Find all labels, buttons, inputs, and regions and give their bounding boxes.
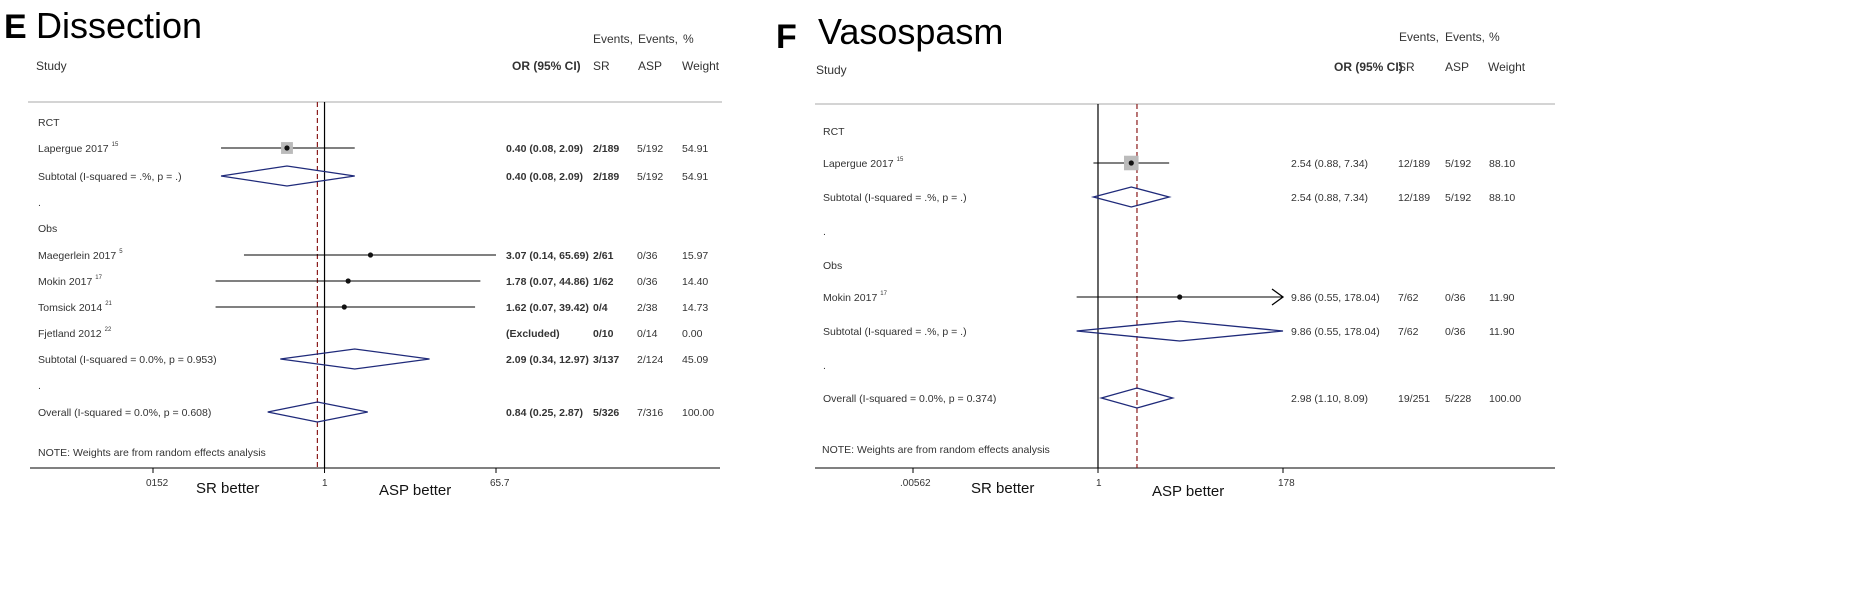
row-or-ci: 3.07 (0.14, 65.69)	[506, 250, 589, 262]
point-estimate	[1177, 294, 1182, 299]
row-events-asp: 0/36	[637, 276, 658, 288]
header-weight: Weight	[1488, 60, 1526, 74]
header-study: Study	[36, 59, 67, 73]
row-label: Tomsick 2014	[38, 302, 103, 314]
row-label: Lapergue 2017	[38, 143, 109, 155]
row-events-sr: 2/189	[593, 143, 620, 155]
row-ref: 15	[896, 157, 904, 163]
axis-label-sr-better: SR better	[971, 480, 1035, 497]
row-label: RCT	[38, 117, 60, 129]
header-events-sr: SR	[1398, 60, 1415, 74]
row-events-sr: 2/189	[593, 171, 620, 183]
header-events-sr: SR	[593, 59, 610, 73]
row-label: Maegerlein 2017	[38, 250, 117, 262]
axis-tick-min: 0152	[146, 478, 169, 489]
row-weight: 15.97	[682, 250, 709, 262]
panel-letter: E	[4, 8, 27, 46]
row-weight: 100.00	[1489, 393, 1522, 405]
header-weight-top: %	[683, 32, 694, 46]
axis-tick-null: 1	[1096, 478, 1102, 489]
row-label: Mokin 2017	[38, 276, 93, 288]
row-or-ci: 2.54 (0.88, 7.34)	[1291, 192, 1369, 204]
row-events-sr: 3/137	[593, 354, 620, 366]
row-weight: 100.00	[682, 407, 715, 419]
row-ref: 17	[95, 275, 102, 281]
subtotal-diamond	[1077, 321, 1283, 341]
row-or-ci: 1.78 (0.07, 44.86)	[506, 276, 589, 288]
axis-tick-null: 1	[322, 478, 328, 489]
row-ref: 5	[119, 249, 123, 255]
row-weight: 45.09	[682, 354, 709, 366]
row-events-asp: 0/36	[637, 250, 658, 262]
row-label: Obs	[823, 260, 843, 272]
row-events-asp: 5/228	[1445, 393, 1472, 405]
row-ref: 15	[111, 142, 119, 148]
row-weight: 14.73	[682, 302, 709, 314]
axis-tick-max: 178	[1278, 478, 1295, 489]
row-weight: 11.90	[1489, 292, 1515, 304]
row-events-asp: 2/38	[637, 302, 658, 314]
row-label: Fjetland 2012	[38, 328, 102, 340]
row-events-asp: 0/36	[1445, 292, 1466, 304]
row-weight: 14.40	[682, 276, 709, 288]
header-events-asp: ASP	[1445, 60, 1470, 74]
row-events-asp: 0/14	[637, 328, 658, 340]
row-weight: 88.10	[1489, 192, 1516, 204]
header-events-sr-top: Events,	[1399, 30, 1440, 44]
axis-label-asp-better: ASP better	[379, 482, 452, 499]
header-study: Study	[816, 63, 847, 77]
panel-title: Dissection	[36, 5, 203, 46]
row-label: Overall (I-squared = 0.0%, p = 0.608)	[38, 407, 212, 419]
header-or-ci: OR (95% CI)	[512, 59, 581, 73]
header-events-asp: ASP	[638, 59, 663, 73]
row-events-sr: 1/62	[593, 276, 614, 288]
axis-label-sr-better: SR better	[196, 480, 260, 497]
axis-tick-max: 65.7	[490, 478, 510, 489]
axis-label-asp-better: ASP better	[1152, 483, 1225, 500]
row-label: Mokin 2017	[823, 292, 878, 304]
row-or-ci: 9.86 (0.55, 178.04)	[1291, 326, 1380, 338]
row-label: .	[823, 360, 826, 372]
point-estimate	[1129, 160, 1134, 165]
row-events-sr: 7/62	[1398, 292, 1419, 304]
footnote: NOTE: Weights are from random effects analysis	[822, 444, 1050, 456]
row-events-sr: 19/251	[1398, 393, 1431, 405]
header-events-asp-top: Events,	[1445, 30, 1486, 44]
row-weight: 54.91	[682, 143, 709, 155]
row-label: .	[823, 226, 826, 238]
row-or-ci: 2.98 (1.10, 8.09)	[1291, 393, 1369, 405]
header-events-asp-top: Events,	[638, 32, 679, 46]
row-or-ci: 2.54 (0.88, 7.34)	[1291, 158, 1369, 170]
row-events-asp: 0/36	[1445, 326, 1466, 338]
header-events-sr-top: Events,	[593, 32, 634, 46]
row-or-ci: 0.40 (0.08, 2.09)	[506, 143, 584, 155]
row-events-sr: 12/189	[1398, 158, 1431, 170]
row-ref: 21	[105, 301, 112, 307]
row-events-sr: 7/62	[1398, 326, 1419, 338]
header-or-ci: OR (95% CI)	[1334, 60, 1403, 74]
header-weight: Weight	[682, 59, 720, 73]
row-or-ci: 2.09 (0.34, 12.97)	[506, 354, 589, 366]
row-or-ci: 9.86 (0.55, 178.04)	[1291, 292, 1380, 304]
row-events-sr: 0/10	[593, 328, 614, 340]
row-weight: 88.10	[1489, 158, 1516, 170]
axis-tick-min: .00562	[900, 478, 931, 489]
row-label: Lapergue 2017	[823, 158, 894, 170]
row-events-asp: 5/192	[1445, 158, 1472, 170]
row-events-asp: 5/192	[637, 143, 664, 155]
row-events-sr: 2/61	[593, 250, 614, 262]
panel-letter-f: F	[776, 18, 797, 56]
row-label: RCT	[823, 126, 845, 138]
row-weight: 11.90	[1489, 326, 1515, 338]
row-events-sr: 12/189	[1398, 192, 1431, 204]
row-weight: 54.91	[682, 171, 709, 183]
row-events-asp: 5/192	[1445, 192, 1472, 204]
row-or-ci: 0.84 (0.25, 2.87)	[506, 407, 584, 419]
row-ref: 17	[880, 291, 887, 297]
row-label: .	[38, 380, 41, 392]
row-or-ci: 1.62 (0.07, 39.42)	[506, 302, 589, 314]
panel-title: Vasospasm	[818, 11, 1004, 52]
row-weight: 0.00	[682, 328, 703, 340]
row-label: Obs	[38, 223, 58, 235]
row-events-sr: 5/326	[593, 407, 620, 419]
row-label: Subtotal (I-squared = .%, p = .)	[823, 192, 967, 204]
header-weight-top: %	[1489, 30, 1500, 44]
row-label: Subtotal (I-squared = .%, p = .)	[823, 326, 967, 338]
footnote: NOTE: Weights are from random effects analysis	[38, 447, 266, 459]
row-events-asp: 7/316	[637, 407, 664, 419]
row-or-ci: 0.40 (0.08, 2.09)	[506, 171, 584, 183]
row-label: .	[38, 197, 41, 209]
row-events-sr: 0/4	[593, 302, 608, 314]
row-events-asp: 5/192	[637, 171, 664, 183]
row-ref: 22	[104, 327, 112, 333]
subtotal-diamond	[1093, 187, 1169, 207]
row-events-asp: 2/124	[637, 354, 664, 366]
row-label: Overall (I-squared = 0.0%, p = 0.374)	[823, 393, 997, 405]
row-label: Subtotal (I-squared = .%, p = .)	[38, 171, 182, 183]
row-label: Subtotal (I-squared = 0.0%, p = 0.953)	[38, 354, 217, 366]
row-or-ci: (Excluded)	[506, 328, 560, 340]
